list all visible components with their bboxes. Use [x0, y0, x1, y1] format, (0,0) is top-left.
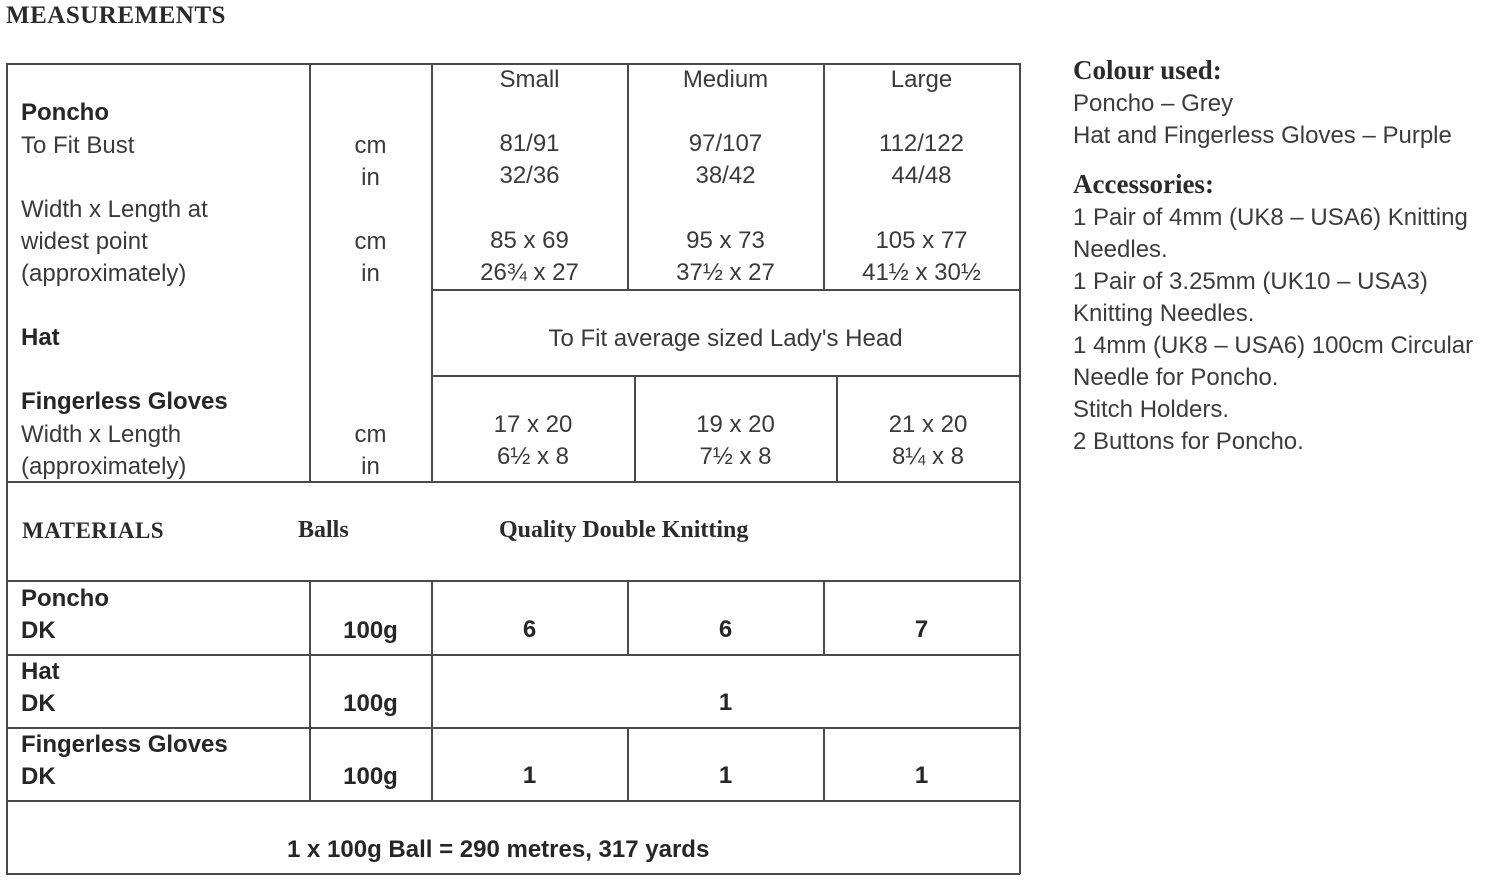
page-title: MEASUREMENTS: [6, 2, 226, 29]
colour-line-2: Hat and Fingerless Gloves – Purple: [1073, 122, 1452, 149]
wl-in-medium: 37½ x 27: [676, 259, 775, 286]
gloves-in-medium: 7½ x 8: [699, 443, 772, 470]
accessory-line-4: Knitting Needles.: [1073, 300, 1255, 327]
divider-footer: [6, 800, 1020, 802]
quality-heading: Quality Double Knitting: [499, 517, 749, 543]
colour-heading: Colour used:: [1073, 55, 1222, 85]
gloves-in-small: 6½ x 8: [496, 443, 570, 470]
row-hat-yarn: DK: [21, 690, 56, 717]
unit-cm: cm: [354, 421, 387, 448]
bust-in-large: 44/48: [891, 162, 952, 189]
accessory-line-8: 2 Buttons for Poncho.: [1073, 428, 1304, 455]
divider-hat-row: [6, 654, 1020, 656]
poncho-bust-label: To Fit Bust: [21, 132, 135, 159]
accessory-line-7: Stitch Holders.: [1073, 396, 1230, 423]
unit-cm: cm: [354, 228, 387, 255]
accessory-line-2: Needles.: [1073, 236, 1168, 263]
gloves-cm-small: 17 x 20: [493, 411, 573, 438]
size-header-large: Large: [890, 66, 953, 93]
row-gloves-medium: 1: [718, 762, 733, 789]
colour-line-1: Poncho – Grey: [1073, 90, 1234, 117]
unit-in: in: [361, 164, 380, 191]
gloves-cm-medium: 19 x 20: [696, 411, 775, 438]
poncho-heading: Poncho: [21, 99, 109, 126]
row-poncho-small: 6: [522, 616, 537, 643]
hat-fit-text: To Fit average sized Lady's Head: [548, 325, 903, 352]
divider-hat-bottom: [431, 375, 1020, 377]
row-gloves-small: 1: [522, 762, 537, 789]
gloves-label-1: Width x Length: [21, 421, 182, 448]
balls-heading: Balls: [298, 517, 349, 543]
row-gloves-large: 1: [914, 762, 929, 789]
poncho-wl-label-3: (approximately): [21, 260, 187, 287]
table-border-left: [6, 63, 8, 874]
accessory-line-1: 1 Pair of 4mm (UK8 – USA6) Knitting: [1073, 204, 1468, 231]
divider-poncho-row: [6, 580, 1020, 582]
row-hat-weight: 100g: [343, 690, 398, 717]
gloves-label-2: (approximately): [21, 453, 187, 480]
bust-in-medium: 38/42: [695, 162, 756, 189]
accessory-line-6: Needle for Poncho.: [1073, 364, 1279, 391]
row-poncho-yarn: DK: [21, 617, 56, 644]
row-poncho-medium: 6: [718, 616, 733, 643]
table-border-right: [1019, 63, 1021, 874]
gloves-heading: Fingerless Gloves: [21, 388, 228, 415]
gloves-in-large: 8¼ x 8: [891, 443, 965, 470]
size-header-small: Small: [499, 66, 560, 93]
row-poncho-name: Poncho: [21, 585, 109, 612]
divider-hat-top: [431, 289, 1020, 291]
ball-length-note: 1 x 100g Ball = 290 metres, 317 yards: [287, 836, 710, 863]
unit-cm: cm: [354, 132, 387, 159]
accessory-line-3: 1 Pair of 3.25mm (UK10 – USA3): [1073, 268, 1428, 295]
bust-cm-medium: 97/107: [688, 130, 763, 157]
size-header-medium: Medium: [682, 66, 769, 93]
wl-cm-large: 105 x 77: [875, 227, 968, 254]
table-border-bottom: [6, 873, 1020, 875]
materials-heading: MATERIALS: [22, 518, 165, 543]
poncho-wl-label-2: widest point: [21, 228, 148, 255]
hat-heading: Hat: [21, 324, 60, 351]
row-gloves-yarn: DK: [21, 763, 56, 790]
row-hat-name: Hat: [21, 658, 60, 685]
wl-cm-medium: 95 x 73: [686, 227, 765, 254]
unit-in: in: [361, 260, 380, 287]
wl-in-large: 41½ x 30½: [862, 259, 981, 286]
row-poncho-weight: 100g: [343, 617, 398, 644]
poncho-wl-label-1: Width x Length at: [21, 196, 208, 223]
bust-cm-large: 112/122: [879, 130, 964, 157]
bust-in-small: 32/36: [499, 162, 560, 189]
accessories-heading: Accessories:: [1073, 169, 1214, 199]
row-hat-value: 1: [718, 689, 733, 716]
row-gloves-weight: 100g: [343, 763, 398, 790]
unit-in: in: [361, 453, 380, 480]
gloves-cm-large: 21 x 20: [888, 411, 968, 438]
wl-cm-small: 85 x 69: [490, 227, 569, 254]
bust-cm-small: 81/91: [499, 130, 560, 157]
accessory-line-5: 1 4mm (UK8 – USA6) 100cm Circular: [1073, 332, 1474, 359]
row-gloves-name: Fingerless Gloves: [21, 731, 228, 758]
row-poncho-large: 7: [914, 616, 929, 643]
wl-in-small: 26¾ x 27: [480, 259, 579, 286]
